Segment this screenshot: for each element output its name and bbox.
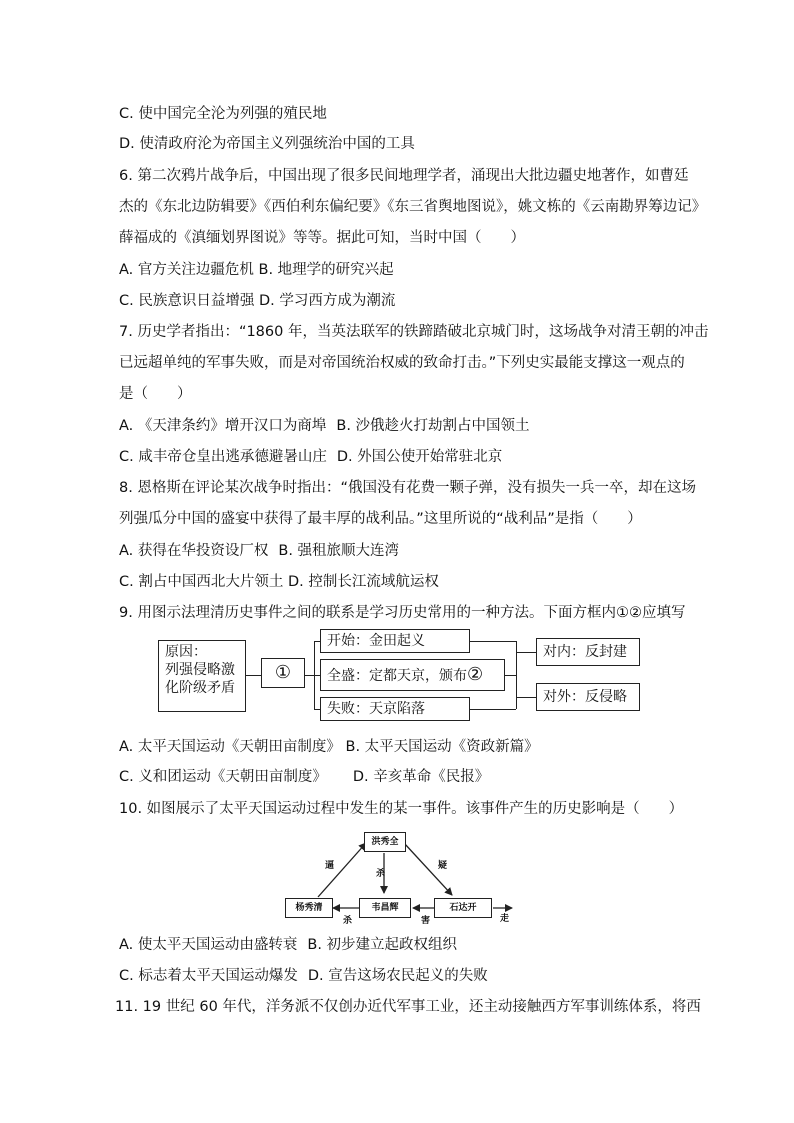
option-d: D. 外国公使开始常驻北京 [336, 449, 503, 465]
option-line: D. 使清政府沦为帝国主义列强统治中国的工具 [119, 136, 415, 152]
option-b: B. 初步建立起政权组织 [307, 937, 458, 953]
edge-label: 走 [500, 914, 510, 924]
node-wei-changhui [359, 898, 411, 918]
cause-text: 列强侵略激 [165, 662, 235, 678]
option-c: C. 咸丰帝仓皇出逃承德避暑山庄 [119, 449, 327, 465]
internal-text: 对内：反封建 [543, 644, 627, 660]
blank-2-marker: ② [467, 664, 484, 685]
start-text: 开始：金田起义 [327, 633, 425, 649]
option-a: A. 太平天国运动《天朝田亩制度》 [119, 739, 341, 755]
node-yang-xiuqing [285, 898, 333, 918]
edge-label: 杀 [343, 916, 353, 926]
option-d: D. 学习西方成为潮流 [258, 293, 396, 309]
option-c: C. 标志着太平天国运动爆发 [119, 968, 298, 984]
edge-label: 疑 [438, 861, 448, 871]
question-7-text: 7. 历史学者指出：“1860 年，当英法联军的铁蹄踏破北京城门时，这场战争对清王朝的冲击 [119, 324, 709, 340]
option-b: B. 太平天国运动《资政新篇》 [345, 739, 539, 755]
node-hong-xiuquan [364, 832, 406, 852]
question-9-text: 9. 用图示法理清历史事件之间的联系是学习历史常用的一种方法。下面方框内①②应填写 [119, 605, 686, 621]
edge-label: 杀 [376, 869, 386, 879]
edge-label: 逼 [325, 861, 335, 871]
cause-heading: 原因： [165, 644, 207, 660]
cause-text: 化阶级矛盾 [165, 680, 235, 696]
question-11-text: 11. 19 世纪 60 年代，洋务派不仅创办近代军事工业，还主动接触西方军事训练体系，将西 [115, 999, 701, 1015]
node-label: 洪秀全 [371, 837, 399, 847]
question-6-text: 薛福成的《滇缅划界图说》等等。据此可知，当时中国（ ） [119, 230, 525, 246]
option-d: D. 宣告这场农民起义的失败 [307, 968, 488, 984]
option-a: A. 获得在华投资设厂权 [119, 543, 269, 559]
option-line: C. 使中国完全沦为列强的殖民地 [119, 106, 327, 122]
question-7-text: 是（ ） [119, 386, 192, 402]
option-d: D. 控制长江流域航运权 [287, 574, 439, 590]
node-shi-dakai [434, 898, 492, 918]
fail-text: 失败：天京陷落 [327, 701, 425, 717]
peak-text: 全盛：定都天京，颁布 [327, 668, 467, 684]
question-10-options [119, 935, 457, 955]
option-a: A. 使太平天国运动由盛转衰 [119, 937, 298, 953]
question-8-text: 列强瓜分中国的盛宴中获得了最丰厚的战利品。”这里所说的“战利品”是指（ ） [119, 511, 642, 527]
question-10-text: 10. 如图展示了太平天国运动过程中发生的某一事件。该事件产生的历史影响是（ ） [119, 801, 684, 817]
question-8-text: 8. 恩格斯在评论某次战争时指出：“俄国没有花费一颗子弹，没有损失一兵一卒，却在这场 [119, 480, 696, 496]
blank-1-marker: ① [274, 662, 292, 683]
node-label: 韦昌辉 [371, 903, 399, 913]
external-text: 对外：反侵略 [543, 689, 627, 705]
option-c: C. 割占中国西北大片领土 [119, 574, 284, 590]
option-b: B. 沙俄趁火打劫割占中国领土 [336, 418, 530, 434]
question-10-options [119, 966, 488, 986]
option-d: D. 辛亥革命《民报》 [352, 769, 490, 785]
option-c: C. 义和团运动《天朝田亩制度》 [119, 769, 327, 785]
option-b: B. 强租旅顺大连湾 [278, 543, 400, 559]
option-a: A. 官方关注边疆危机 [119, 262, 254, 278]
edge-label: 害 [421, 916, 431, 926]
question-6-text: 杰的《东北边防辑要》《西伯利东偏纪要》《东三省舆地图说》，姚文栋的《云南勘界筹边记》 [119, 199, 707, 215]
question-7-text: 已远超单纯的军事失败，而是对帝国统治权威的致命打击。”下列史实最能支撑这一观点的 [119, 355, 685, 371]
option-a: A. 《天津条约》增开汉口为商埠 [119, 418, 327, 434]
option-b: B. 地理学的研究兴起 [258, 262, 394, 278]
question-6-text: 6. 第二次鸦片战争后，中国出现了很多民间地理学者，涌现出大批边疆史地著作，如曹廷 [119, 168, 689, 184]
node-label: 杨秀清 [295, 903, 323, 913]
node-label: 石达开 [449, 903, 477, 913]
option-c: C. 民族意识日益增强 [119, 293, 255, 309]
